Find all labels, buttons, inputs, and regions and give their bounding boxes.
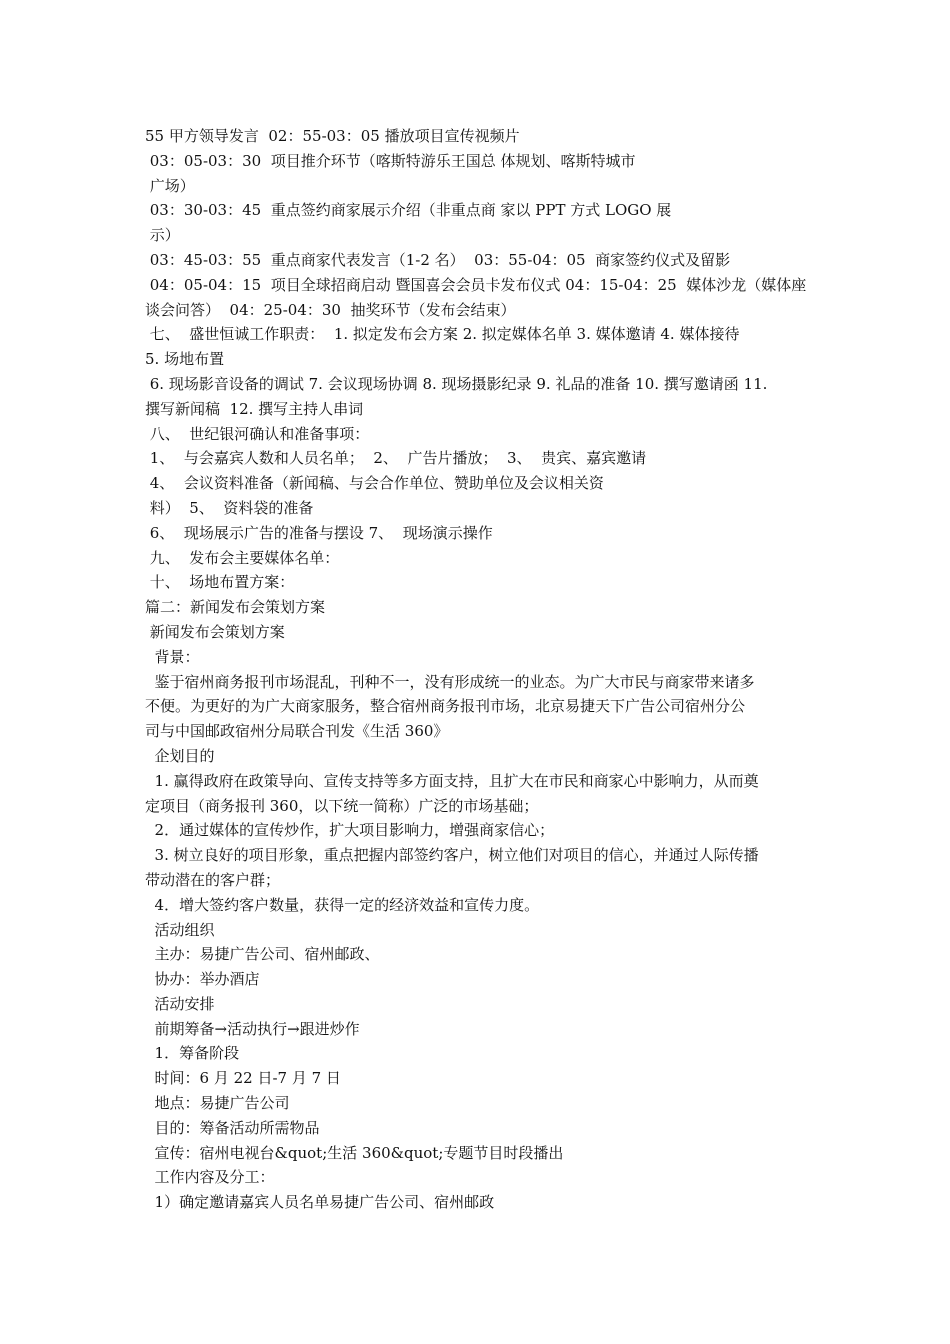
- text-line: 撰写新闻稿 12. 撰写主持人串词: [145, 399, 364, 418]
- text-line: 时间：6 月 22 日-7 月 7 日: [145, 1069, 341, 1088]
- text-line: 司与中国邮政宿州分局联合刊发《生活 360》: [145, 722, 449, 741]
- text-line: 工作内容及分工：: [145, 1168, 275, 1187]
- text-line: 03：45-03：55 重点商家代表发言（1-2 名） 03：55-04：05 商家签约仪式及留影: [145, 250, 731, 269]
- text-line: 八、 世纪银河确认和准备事项：: [145, 424, 370, 443]
- text-line: 篇二：新闻发布会策划方案: [145, 598, 326, 617]
- text-line: 1）确定邀请嘉宾人员名单易捷广告公司、宿州邮政: [145, 1193, 495, 1212]
- document-body: [145, 124, 815, 1215]
- text-line: 03：30-03：45 重点签约商家展示介绍（非重点商 家以 PPT 方式 LOGO 展: [145, 201, 672, 220]
- text-line: 主办：易捷广告公司、宿州邮政、: [145, 945, 380, 964]
- text-line: 十、 场地布置方案：: [145, 573, 295, 592]
- text-line: 活动安排: [145, 994, 215, 1013]
- text-line: 料） 5、 资料袋的准备: [145, 498, 314, 517]
- text-line: 4．增大签约客户数量，获得一定的经济效益和宣传力度。: [145, 895, 540, 914]
- text-line: 地点：易捷广告公司: [145, 1094, 290, 1113]
- text-line: 新闻发布会策划方案: [145, 622, 285, 641]
- text-line: 七、 盛世恒诚工作职责： 1. 拟定发布会方案 2. 拟定媒体名单 3. 媒体邀请 4. 媒体接待: [145, 325, 740, 344]
- text-line: 示）: [145, 226, 180, 245]
- text-line: 企划目的: [145, 746, 215, 765]
- text-line: 带动潜在的客户群；: [145, 870, 281, 889]
- text-line: 5. 场地布置: [145, 350, 225, 369]
- text-line: 不便。为更好的为广大商家服务，整合宿州商务报刊市场，北京易捷天下广告公司宿州分公: [145, 697, 746, 716]
- text-line: 1、 与会嘉宾人数和人员名单； 2、 广告片播放； 3、 贵宾、嘉宾邀请: [145, 449, 647, 468]
- text-line: 3. 树立良好的项目形象，重点把握内部签约客户，树立他们对项目的信心，并通过人际传播: [145, 846, 759, 865]
- text-line: 定项目（商务报刊 360，以下统一简称）广泛的市场基础；: [145, 796, 539, 815]
- text-line: 广场）: [145, 176, 195, 195]
- text-line: 6. 现场影音设备的调试 7. 会议现场协调 8. 现场摄影纪录 9. 礼品的准备 10. 撰写邀请函 11.: [145, 374, 768, 393]
- text-line: 55 甲方领导发言 02：55-03：05 播放项目宣传视频片: [145, 127, 520, 145]
- text-line: 目的：筹备活动所需物品: [145, 1118, 320, 1137]
- text-line: 6、 现场展示广告的准备与摆设 7、 现场演示操作: [145, 523, 493, 542]
- text-line: 宣传：宿州电视台&quot;生活 360&quot;专题节目时段播出: [145, 1143, 564, 1162]
- text-line: 九、 发布会主要媒体名单：: [145, 548, 340, 567]
- text-line: 协办：举办酒店: [145, 970, 260, 989]
- text-line: 2．通过媒体的宣传炒作，扩大项目影响力，增强商家信心；: [145, 821, 555, 840]
- text-line: 03：05-03：30 项目推介环节（喀斯特游乐王国总 体规划、喀斯特城市: [145, 151, 636, 170]
- text-line: 前期筹备→活动执行→跟进炒作: [145, 1019, 360, 1038]
- text-line: 谈会问答） 04：25-04：30 抽奖环节（发布会结束）: [145, 300, 516, 319]
- text-line: 1. 赢得政府在政策导向、宣传支持等多方面支持，且扩大在市民和商家心中影响力，从而奠: [145, 771, 759, 790]
- text-line: 04：05-04：15 项目全球招商启动 暨国喜会会员卡发布仪式 04：15-04：25 媒体沙龙（媒体座: [145, 275, 807, 294]
- text-line: 活动组织: [145, 920, 215, 939]
- text-line: 鉴于宿州商务报刊市场混乱，刊种不一，没有形成统一的业态。为广大市民与商家带来诸多: [145, 672, 755, 691]
- text-line: 4、 会议资料准备（新闻稿、与会合作单位、赞助单位及会议相关资: [145, 474, 604, 493]
- text-line: 背景：: [145, 647, 200, 666]
- text-line: 1．筹备阶段: [145, 1044, 240, 1063]
